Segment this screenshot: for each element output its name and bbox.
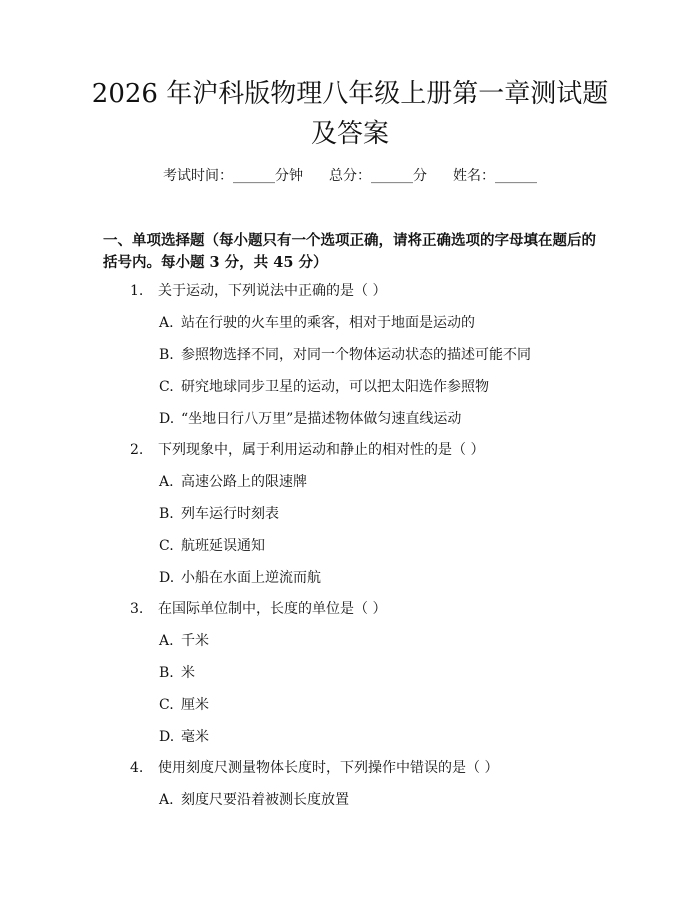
option-text: 千米 [181, 633, 209, 649]
option-label: C. [159, 379, 174, 395]
question-1-option-d [159, 409, 461, 429]
question-number: 2. [130, 442, 144, 458]
student-name-field: 姓名：______ [453, 168, 537, 184]
question-4-option-a [159, 790, 349, 810]
option-text: 毫米 [181, 729, 209, 745]
question-text: 关于运动，下列说法中正确的是（ ） [158, 283, 387, 299]
option-label: C. [159, 538, 174, 554]
question-number: 4. [130, 760, 144, 776]
question-text: 使用刻度尺测量物体长度时，下列操作中错误的是（ ） [158, 760, 499, 776]
question-number: 3. [130, 601, 144, 617]
title-line-1: 2026 年沪科版物理八年级上册第一章测试题 [91, 79, 609, 109]
question-number: 1. [130, 283, 144, 299]
question-3-option-d [159, 727, 209, 747]
option-label: D. [159, 411, 175, 427]
question-2-option-d [159, 568, 321, 588]
question-2 [130, 440, 484, 460]
option-text: 站在行驶的火车里的乘客，相对于地面是运动的 [181, 315, 475, 331]
question-text: 在国际单位制中，长度的单位是（ ） [158, 601, 387, 617]
section-heading: 一、单项选择题（每小题只有一个选项正确，请将正确选项的字母填在题后的括号内。每小题 3 分，共 45 分） [103, 232, 596, 271]
total-score-field: 总分：______分 [329, 168, 427, 184]
question-2-option-a [159, 472, 307, 492]
option-text: 米 [181, 665, 195, 681]
option-label: A. [159, 633, 174, 649]
question-1-option-a [159, 313, 475, 333]
question-4 [130, 758, 498, 778]
question-1-option-c [159, 377, 489, 397]
option-text: 厘米 [181, 697, 209, 713]
option-label: A. [159, 474, 174, 490]
option-text: 刻度尺要沿着被测长度放置 [181, 792, 349, 808]
option-text: 小船在水面上逆流而航 [181, 570, 321, 586]
question-1-option-b [159, 345, 531, 365]
option-label: B. [159, 347, 174, 363]
exam-time-field: 考试时间：______分钟 [163, 168, 303, 184]
option-text: 高速公路上的限速牌 [181, 474, 307, 490]
option-label: B. [159, 506, 174, 522]
exam-info-line [0, 165, 700, 185]
question-3-option-b [159, 663, 195, 683]
option-label: D. [159, 729, 175, 745]
option-label: A. [159, 315, 174, 331]
option-label: B. [159, 665, 174, 681]
option-text: 研究地球同步卫星的运动，可以把太阳选作参照物 [181, 379, 489, 395]
option-text: “坐地日行八万里”是描述物体做匀速直线运动 [181, 411, 462, 427]
option-label: A. [159, 792, 174, 808]
option-text: 参照物选择不同，对同一个物体运动状态的描述可能不同 [181, 347, 531, 363]
question-2-option-b [159, 504, 279, 524]
option-text: 列车运行时刻表 [181, 506, 279, 522]
option-text: 航班延误通知 [181, 538, 265, 554]
question-text: 下列现象中，属于利用运动和静止的相对性的是（ ） [158, 442, 485, 458]
question-3-option-c [159, 695, 209, 715]
option-label: C. [159, 697, 174, 713]
title-line-2: 及答案 [310, 119, 389, 149]
question-1 [130, 281, 386, 301]
question-3 [130, 599, 386, 619]
question-3-option-a [159, 631, 209, 651]
option-label: D. [159, 570, 175, 586]
page-title [0, 74, 700, 154]
question-2-option-c [159, 536, 265, 556]
